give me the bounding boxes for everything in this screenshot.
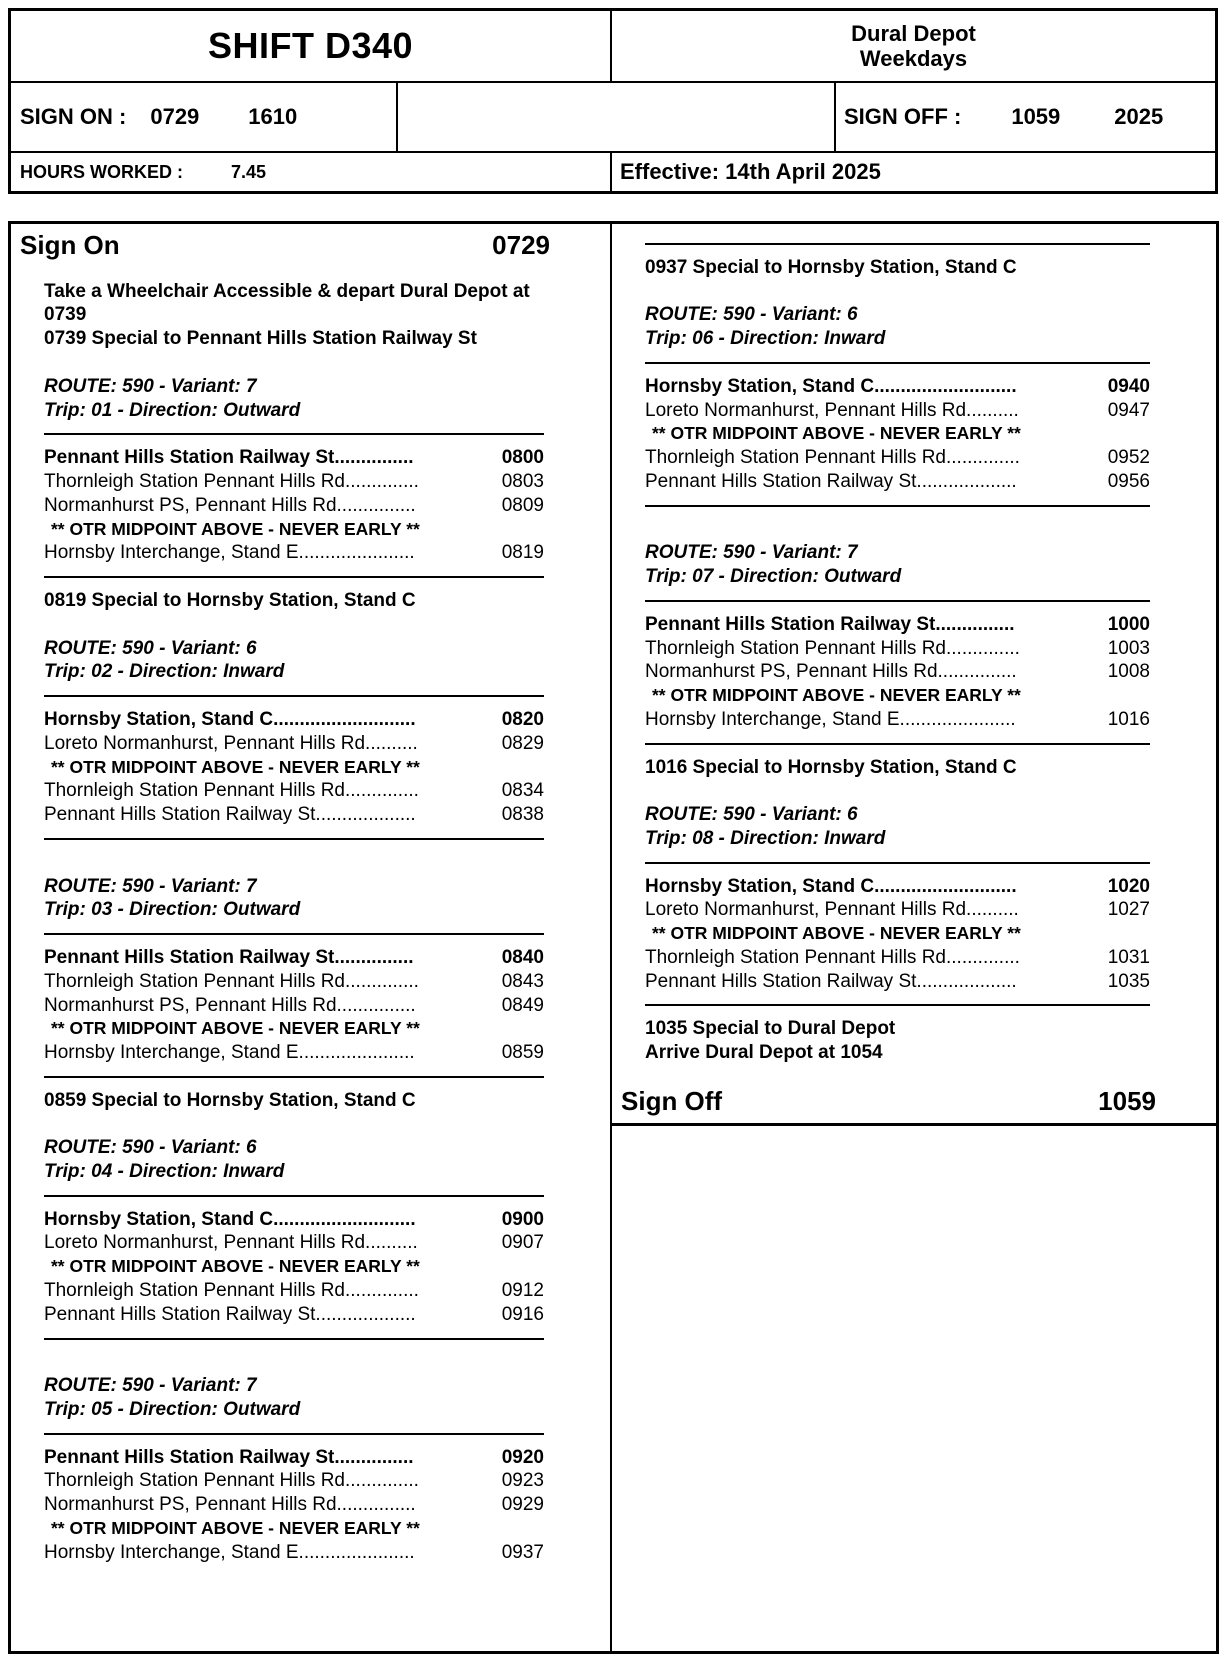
stop-row bbox=[11, 446, 610, 470]
route-info-line: Trip: 04 - Direction: Inward bbox=[44, 1161, 285, 1183]
stop-row bbox=[612, 613, 1216, 637]
otr-midpoint-note: ** OTR MIDPOINT ABOVE - NEVER EARLY ** bbox=[51, 1518, 420, 1539]
stop-row bbox=[612, 898, 1216, 922]
depot-name: Dural Depot bbox=[851, 21, 976, 46]
route-info-line: ROUTE: 590 - Variant: 6 bbox=[645, 804, 858, 826]
stop-name: Hornsby Interchange, Stand E...................... bbox=[44, 1541, 415, 1563]
stop-row bbox=[11, 1493, 610, 1517]
left-column bbox=[11, 224, 612, 1651]
route-info-line: ROUTE: 590 - Variant: 6 bbox=[44, 1137, 257, 1159]
route-info-line: Trip: 07 - Direction: Outward bbox=[645, 566, 902, 588]
otr-midpoint-note: ** OTR MIDPOINT ABOVE - NEVER EARLY ** bbox=[652, 923, 1021, 944]
stop-name: Pennant Hills Station Railway St............... bbox=[645, 613, 1015, 635]
otr-midpoint-note: ** OTR MIDPOINT ABOVE - NEVER EARLY ** bbox=[51, 756, 420, 777]
stop-name: Pennant Hills Station Railway St............... bbox=[44, 1446, 414, 1468]
stop-time: 1008 bbox=[1107, 661, 1150, 683]
duty-detail-box bbox=[8, 221, 1219, 1654]
separator-line bbox=[612, 851, 1216, 875]
blank-line bbox=[612, 518, 1216, 542]
stop-name: Pennant Hills Station Railway St................... bbox=[44, 1303, 416, 1325]
separator-line bbox=[11, 422, 610, 446]
stop-time: 0834 bbox=[501, 780, 544, 802]
header-row-sign-times bbox=[11, 81, 1215, 151]
route-info-line: Trip: 06 - Direction: Inward bbox=[645, 328, 886, 350]
heading-time: 0729 bbox=[492, 229, 550, 260]
otr-midpoint-note: ** OTR MIDPOINT ABOVE - NEVER EARLY ** bbox=[51, 518, 420, 539]
sign-on-shift-number: 1610 bbox=[248, 104, 298, 129]
stop-row bbox=[11, 946, 610, 970]
stop-row bbox=[11, 803, 610, 827]
stop-time: 0800 bbox=[501, 447, 544, 469]
stop-name: Thornleigh Station Pennant Hills Rd.............. bbox=[44, 1470, 419, 1492]
stop-time: 0937 bbox=[501, 1541, 544, 1563]
route-info-line: Trip: 01 - Direction: Outward bbox=[44, 399, 301, 421]
stop-row bbox=[612, 375, 1216, 399]
note-line: 0739 Special to Pennant Hills Station Railway St bbox=[44, 328, 477, 350]
blank-line bbox=[612, 280, 1216, 304]
stop-time: 0840 bbox=[501, 946, 544, 968]
stop-row bbox=[11, 470, 610, 494]
blank-line bbox=[612, 779, 1216, 803]
route-info-line: ROUTE: 590 - Variant: 7 bbox=[645, 542, 858, 564]
stop-name: Loreto Normanhurst, Pennant Hills Rd.......... bbox=[44, 1232, 418, 1254]
stop-time: 0907 bbox=[501, 1232, 544, 1254]
separator-line bbox=[612, 494, 1216, 518]
stop-name: Loreto Normanhurst, Pennant Hills Rd.......... bbox=[44, 732, 418, 754]
stop-name: Thornleigh Station Pennant Hills Rd.............. bbox=[44, 970, 419, 992]
otr-midpoint-note: ** OTR MIDPOINT ABOVE - NEVER EARLY ** bbox=[51, 1256, 420, 1277]
otr-midpoint-note: ** OTR MIDPOINT ABOVE - NEVER EARLY ** bbox=[652, 423, 1021, 444]
stop-time: 0947 bbox=[1107, 399, 1150, 421]
stop-name: Normanhurst PS, Pennant Hills Rd............... bbox=[645, 661, 1017, 683]
effective-date: Effective: 14th April 2025 bbox=[620, 159, 881, 184]
stop-name: Loreto Normanhurst, Pennant Hills Rd.......... bbox=[645, 399, 1019, 421]
empty-cell bbox=[398, 83, 836, 151]
stop-row bbox=[11, 1446, 610, 1470]
note-line: 1035 Special to Dural Depot bbox=[645, 1018, 896, 1040]
stop-row bbox=[11, 994, 610, 1018]
stop-time: 1003 bbox=[1107, 637, 1150, 659]
stop-name: Hornsby Station, Stand C........................... bbox=[645, 875, 1017, 897]
stop-row bbox=[612, 660, 1216, 684]
blank-line bbox=[612, 1065, 1216, 1089]
stop-name: Thornleigh Station Pennant Hills Rd.............. bbox=[645, 447, 1020, 469]
separator-line bbox=[612, 732, 1216, 756]
stop-time: 0859 bbox=[501, 1042, 544, 1064]
blank-line bbox=[11, 851, 610, 875]
note-line: 0937 Special to Hornsby Station, Stand C bbox=[645, 256, 1017, 278]
stop-time: 0916 bbox=[501, 1303, 544, 1325]
stop-row bbox=[612, 470, 1216, 494]
stop-row bbox=[11, 1041, 610, 1065]
route-info-line: ROUTE: 590 - Variant: 7 bbox=[44, 1375, 257, 1397]
stop-name: Pennant Hills Station Railway St............... bbox=[44, 447, 414, 469]
header-row-hours bbox=[11, 151, 1215, 191]
sign-off-shift-number: 2025 bbox=[1114, 104, 1164, 129]
stop-time: 0952 bbox=[1107, 447, 1150, 469]
stop-row bbox=[11, 541, 610, 565]
separator-line bbox=[612, 994, 1216, 1018]
stop-name: Hornsby Interchange, Stand E...................... bbox=[645, 708, 1016, 730]
separator-line bbox=[11, 1184, 610, 1208]
stop-time: 0849 bbox=[501, 994, 544, 1016]
stop-name: Thornleigh Station Pennant Hills Rd.............. bbox=[44, 1280, 419, 1302]
stop-row bbox=[612, 708, 1216, 732]
stop-name: Normanhurst PS, Pennant Hills Rd............... bbox=[44, 1494, 416, 1516]
stop-time: 0820 bbox=[501, 708, 544, 730]
stop-time: 0843 bbox=[501, 970, 544, 992]
route-info-line: ROUTE: 590 - Variant: 6 bbox=[645, 304, 858, 326]
stop-name: Pennant Hills Station Railway St................... bbox=[44, 804, 416, 826]
route-info-line: ROUTE: 590 - Variant: 6 bbox=[44, 637, 257, 659]
stop-name: Hornsby Station, Stand C........................... bbox=[44, 708, 416, 730]
route-info-line: Trip: 02 - Direction: Inward bbox=[44, 661, 285, 683]
depot-day-type: Weekdays bbox=[859, 46, 968, 71]
shift-title-cell bbox=[11, 11, 612, 81]
blank-line bbox=[11, 613, 610, 637]
stop-time: 0838 bbox=[501, 804, 544, 826]
effective-date-cell bbox=[612, 153, 1215, 191]
stop-time: 0809 bbox=[501, 494, 544, 516]
stop-row bbox=[11, 732, 610, 756]
header-row-title bbox=[11, 11, 1215, 81]
blank-line bbox=[11, 1350, 610, 1374]
hours-worked-label: HOURS WORKED : bbox=[20, 161, 183, 182]
stop-row bbox=[11, 1541, 610, 1565]
note-line: 0859 Special to Hornsby Station, Stand C bbox=[44, 1089, 416, 1111]
route-info-line: Trip: 05 - Direction: Outward bbox=[44, 1399, 301, 1421]
separator-line bbox=[11, 565, 610, 589]
route-info-line: ROUTE: 590 - Variant: 7 bbox=[44, 875, 257, 897]
stop-time: 1020 bbox=[1107, 875, 1150, 897]
stop-row bbox=[11, 1469, 610, 1493]
heading-label: Sign Off bbox=[621, 1086, 723, 1117]
stop-time: 0956 bbox=[1107, 470, 1150, 492]
stop-time: 0920 bbox=[501, 1446, 544, 1468]
separator-line bbox=[11, 1327, 610, 1351]
stop-name: Pennant Hills Station Railway St................... bbox=[645, 470, 1017, 492]
stop-row bbox=[11, 1231, 610, 1255]
sign-on-time: 0729 bbox=[150, 104, 200, 129]
stop-time: 0803 bbox=[501, 470, 544, 492]
sign-off-cell bbox=[836, 83, 1215, 151]
route-info-line: Trip: 08 - Direction: Inward bbox=[645, 827, 886, 849]
sign-off-time: 1059 bbox=[1011, 104, 1061, 129]
stop-time: 1031 bbox=[1107, 946, 1150, 968]
stop-row bbox=[612, 637, 1216, 661]
stop-name: Hornsby Station, Stand C........................... bbox=[44, 1208, 416, 1230]
stop-name: Thornleigh Station Pennant Hills Rd.............. bbox=[44, 780, 419, 802]
stop-row bbox=[11, 1303, 610, 1327]
stop-row bbox=[612, 399, 1216, 423]
header-table bbox=[8, 8, 1218, 194]
note-line: Take a Wheelchair Accessible & depart Dural Depot at bbox=[44, 280, 530, 302]
heading-time: 1059 bbox=[1098, 1086, 1156, 1117]
separator-line bbox=[11, 1422, 610, 1446]
stop-row bbox=[612, 970, 1216, 994]
stop-time: 0923 bbox=[501, 1470, 544, 1492]
stop-name: Pennant Hills Station Railway St................... bbox=[645, 970, 1017, 992]
stop-name: Hornsby Interchange, Stand E...................... bbox=[44, 542, 415, 564]
separator-line bbox=[11, 1065, 610, 1089]
shift-title: SHIFT D340 bbox=[207, 25, 414, 66]
stop-name: Hornsby Station, Stand C........................... bbox=[645, 375, 1017, 397]
stop-name: Normanhurst PS, Pennant Hills Rd............... bbox=[44, 494, 416, 516]
stop-name: Loreto Normanhurst, Pennant Hills Rd.......... bbox=[645, 899, 1019, 921]
stop-name: Thornleigh Station Pennant Hills Rd.............. bbox=[645, 946, 1020, 968]
stop-row bbox=[612, 446, 1216, 470]
route-info-line: Trip: 03 - Direction: Outward bbox=[44, 899, 301, 921]
shift-end-divider bbox=[612, 1113, 1216, 1137]
separator-line bbox=[11, 827, 610, 851]
stop-name: Hornsby Interchange, Stand E...................... bbox=[44, 1042, 415, 1064]
sign-on-label: SIGN ON : bbox=[20, 104, 127, 129]
stop-time: 1035 bbox=[1107, 970, 1150, 992]
stop-time: 0929 bbox=[501, 1494, 544, 1516]
blank-line bbox=[11, 351, 610, 375]
stop-time: 0940 bbox=[1107, 375, 1150, 397]
stop-row bbox=[11, 1208, 610, 1232]
stop-time: 0912 bbox=[501, 1280, 544, 1302]
sign-on-cell bbox=[11, 83, 398, 151]
note-line: 0739 bbox=[44, 304, 87, 326]
stop-time: 0819 bbox=[501, 542, 544, 564]
hours-worked-value: 7.45 bbox=[231, 161, 267, 182]
separator-line bbox=[612, 351, 1216, 375]
separator-line bbox=[11, 922, 610, 946]
blank-line bbox=[11, 1113, 610, 1137]
stop-time: 1027 bbox=[1107, 899, 1150, 921]
stop-name: Normanhurst PS, Pennant Hills Rd............... bbox=[44, 994, 416, 1016]
otr-midpoint-note: ** OTR MIDPOINT ABOVE - NEVER EARLY ** bbox=[652, 685, 1021, 706]
stop-row bbox=[11, 494, 610, 518]
sign-off-label: SIGN OFF : bbox=[844, 104, 962, 129]
note-line: 1016 Special to Hornsby Station, Stand C bbox=[645, 756, 1017, 778]
stop-name: Thornleigh Station Pennant Hills Rd.............. bbox=[44, 470, 419, 492]
stop-time: 1016 bbox=[1107, 708, 1150, 730]
separator-line bbox=[11, 684, 610, 708]
stop-name: Pennant Hills Station Railway St............... bbox=[44, 946, 414, 968]
stop-row bbox=[11, 970, 610, 994]
stop-time: 0900 bbox=[501, 1208, 544, 1230]
stop-time: 0829 bbox=[501, 732, 544, 754]
stop-row bbox=[612, 875, 1216, 899]
right-column bbox=[612, 224, 1216, 1651]
separator-line bbox=[612, 589, 1216, 613]
separator-line bbox=[612, 232, 1216, 256]
stop-row bbox=[612, 946, 1216, 970]
stop-name: Thornleigh Station Pennant Hills Rd.............. bbox=[645, 637, 1020, 659]
note-line: Arrive Dural Depot at 1054 bbox=[645, 1042, 883, 1064]
otr-midpoint-note: ** OTR MIDPOINT ABOVE - NEVER EARLY ** bbox=[51, 1018, 420, 1039]
stop-row bbox=[11, 779, 610, 803]
stop-time: 1000 bbox=[1107, 613, 1150, 635]
route-info-line: ROUTE: 590 - Variant: 7 bbox=[44, 375, 257, 397]
stop-row bbox=[11, 1279, 610, 1303]
note-line: 0819 Special to Hornsby Station, Stand C bbox=[44, 589, 416, 611]
depot-cell bbox=[612, 11, 1215, 81]
stop-row bbox=[11, 708, 610, 732]
hours-worked-cell bbox=[11, 153, 612, 191]
heading-label: Sign On bbox=[20, 229, 120, 260]
